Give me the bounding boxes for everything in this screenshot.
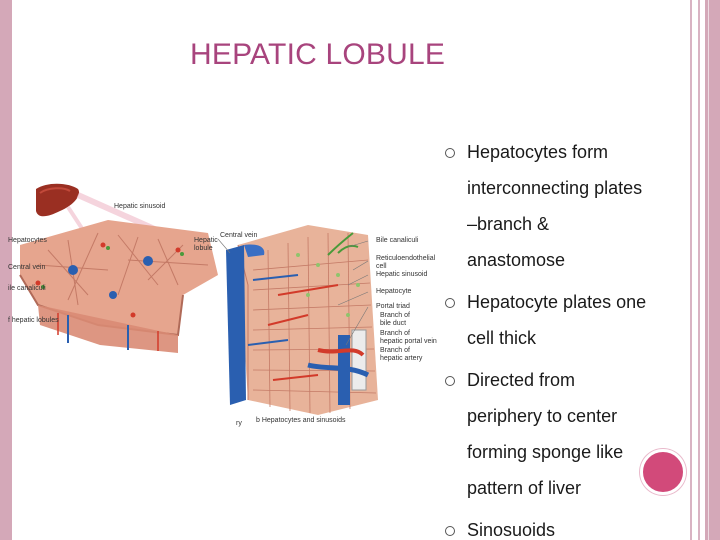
decorative-accent-circle (640, 449, 686, 495)
label-hepatic-lobules: f hepatic lobules (8, 317, 59, 324)
label-hepatic-lobule: Hepatic lobule (194, 237, 218, 252)
bullet-circle-icon (445, 298, 455, 308)
bullet-item (443, 512, 683, 540)
bullet-line: Hepatocytes form (467, 142, 609, 162)
bullet-circle-icon (445, 376, 455, 386)
bullet-line: interconnecting plates (467, 178, 643, 198)
bullet-circle-icon (445, 148, 455, 158)
bullet-line: cell thick (467, 328, 537, 348)
bullet-line: –branch & (467, 214, 550, 234)
bullet-line: anastomose (467, 250, 566, 270)
label-bile-canaliculi: Bile canaliculi (376, 237, 419, 244)
bullet-line: Directed from (467, 370, 576, 390)
label-branch-portal-vein: Branch of hepatic portal vein (380, 330, 437, 345)
bullet-item (443, 284, 683, 356)
label-central-vein-left: Central vein (8, 264, 46, 271)
bullet-line: Hepatocyte plates one (467, 292, 647, 312)
bullet-line: Sinosuoids (467, 520, 556, 540)
label-central-vein: Central vein (220, 232, 258, 239)
frame-right-line-b (698, 0, 700, 540)
liver-diagram (8, 175, 403, 435)
hepatic-lobule-illustration (8, 175, 437, 435)
bullet-item (443, 134, 683, 278)
frame-right-line-a (690, 0, 692, 540)
label-portal-triad: Portal triad (376, 303, 410, 310)
label-hepatocyte: Hepatocyte (376, 288, 412, 295)
slide-title: HEPATIC LOBULE (190, 38, 446, 71)
label-bile-canaliculi-left: ile canaliculi (8, 285, 46, 292)
label-hepatic-sinusoid-right: Hepatic sinusoid (376, 271, 428, 278)
label-branch-bile-duct: Branch of bile duct (380, 312, 410, 327)
label-branch-hepatic-artery: Branch of hepatic artery (380, 347, 423, 362)
bullet-line: pattern of liver (467, 478, 582, 498)
figure-caption: b Hepatocytes and sinusoids (256, 417, 346, 424)
label-hepatocytes: Hepatocytes (8, 237, 47, 244)
bullet-line: periphery to center (467, 406, 618, 426)
bullet-circle-icon (445, 526, 455, 536)
label-hepatic-sinusoid: Hepatic sinusoid (114, 203, 166, 210)
label-reticuloendothelial-cell: Reticuloendothelial cell (376, 255, 436, 270)
bullet-line: forming sponge like (467, 442, 624, 462)
figure-caption-left: ry (236, 420, 242, 427)
frame-right-highlight (708, 0, 709, 540)
